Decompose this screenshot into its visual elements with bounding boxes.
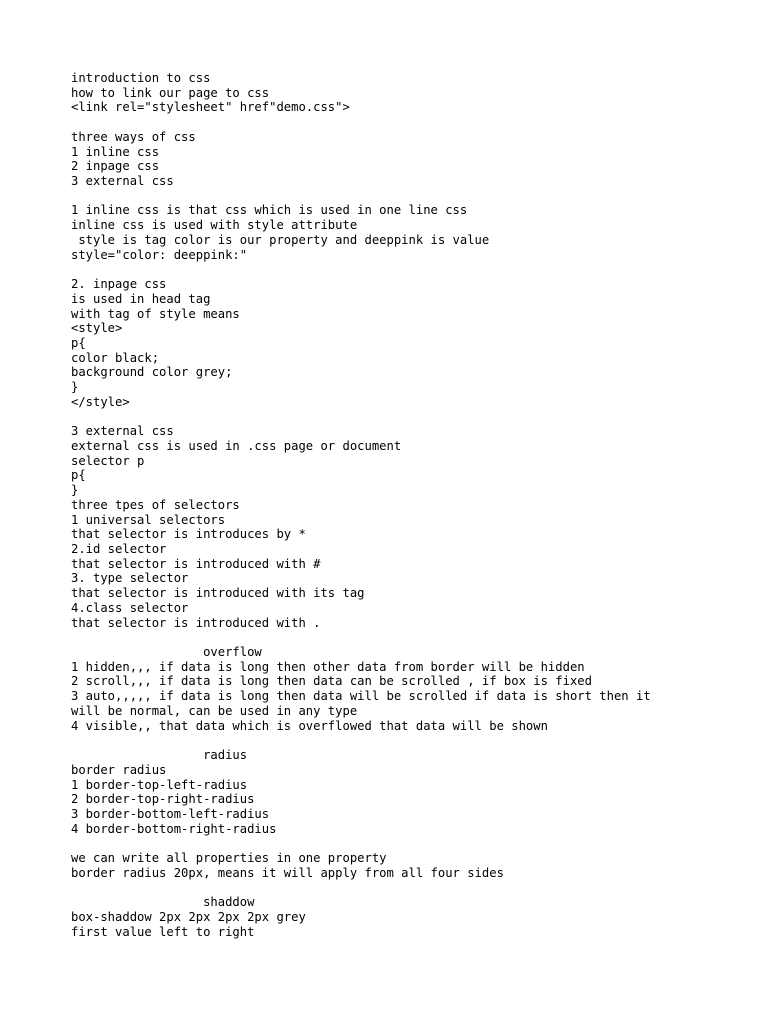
text-line: box-shaddow 2px 2px 2px 2px grey: [71, 909, 306, 924]
text-line: is used in head tag: [71, 291, 211, 306]
text-line: </style>: [71, 394, 130, 409]
text-line: will be normal, can be used in any type: [71, 703, 358, 718]
text-line: color black;: [71, 350, 160, 365]
text-line: [71, 630, 651, 645]
text-line: 3 border-bottom-left-radius: [71, 806, 270, 821]
text-line: 1 inline css is that css which is used in one line css: [71, 203, 468, 218]
text-line: [71, 733, 651, 748]
text-line: 3 auto,,,,, if data is long then data will be scrolled if data is short then it: [71, 689, 651, 704]
text-line: }: [71, 380, 79, 395]
text-line: selector p: [71, 453, 145, 468]
text-line: [71, 115, 651, 130]
text-line: that selector is introduced with its tag: [71, 586, 365, 601]
text-line: 1 universal selectors: [71, 512, 226, 527]
text-line: [71, 881, 651, 896]
text-line: 1 inline css: [71, 144, 160, 159]
text-line: [71, 262, 651, 277]
text-line: 4 visible,, that data which is overflowed that data will be shown: [71, 718, 548, 733]
text-line: 2. inpage css: [71, 277, 167, 292]
text-line: background color grey;: [71, 365, 233, 380]
text-line: radius: [71, 748, 248, 763]
text-line: that selector is introduces by *: [71, 527, 306, 542]
text-line: p{: [71, 335, 86, 350]
text-line: that selector is introduced with #: [71, 556, 321, 571]
text-line: 2 inpage css: [71, 159, 160, 174]
text-line: 2.id selector: [71, 542, 167, 556]
text-line: 3 external css: [71, 174, 174, 189]
text-line: inline css is used with style attribute: [71, 218, 358, 233]
text-line: }: [71, 483, 79, 498]
text-line: <style>: [71, 321, 123, 336]
text-line: p{: [71, 468, 86, 483]
text-line: <link rel="stylesheet" href"demo.css">: [71, 100, 350, 115]
text-line: 2 scroll,,, if data is long then data can be scrolled , if box is fixed: [71, 674, 592, 689]
text-line: 4.class selector: [71, 600, 189, 615]
text-line: how to link our page to css: [71, 85, 270, 100]
text-line: style is tag color is our property and deeppink is value: [71, 232, 490, 247]
text-line: 3. type selector: [71, 571, 189, 586]
text-line: first value left to right: [71, 924, 255, 939]
text-line: style="color: deeppink:": [71, 247, 248, 262]
text-line: 1 hidden,,, if data is long then other data from border will be hidden: [71, 659, 585, 674]
text-line: three tpes of selectors: [71, 497, 240, 512]
text-line: overflow: [71, 645, 262, 660]
text-line: three ways of css: [71, 129, 196, 144]
text-line: shaddow: [71, 895, 255, 910]
text-line: 4 border-bottom-right-radius: [71, 821, 277, 836]
document-text: [71, 71, 651, 939]
text-line: we can write all properties in one property: [71, 851, 387, 866]
text-line: 3 external css: [71, 424, 174, 439]
text-line: 2 border-top-right-radius: [71, 792, 255, 807]
text-line: [71, 836, 651, 851]
text-line: border radius: [71, 762, 167, 777]
text-line: that selector is introduced with .: [71, 615, 321, 630]
text-line: 1 border-top-left-radius: [71, 777, 248, 792]
text-line: [71, 410, 651, 425]
text-line: introduction to css: [71, 71, 211, 85]
text-line: [71, 189, 651, 204]
text-line: with tag of style means: [71, 306, 240, 321]
text-line: border radius 20px, means it will apply from all four sides: [71, 865, 504, 880]
text-line: external css is used in .css page or document: [71, 438, 402, 453]
